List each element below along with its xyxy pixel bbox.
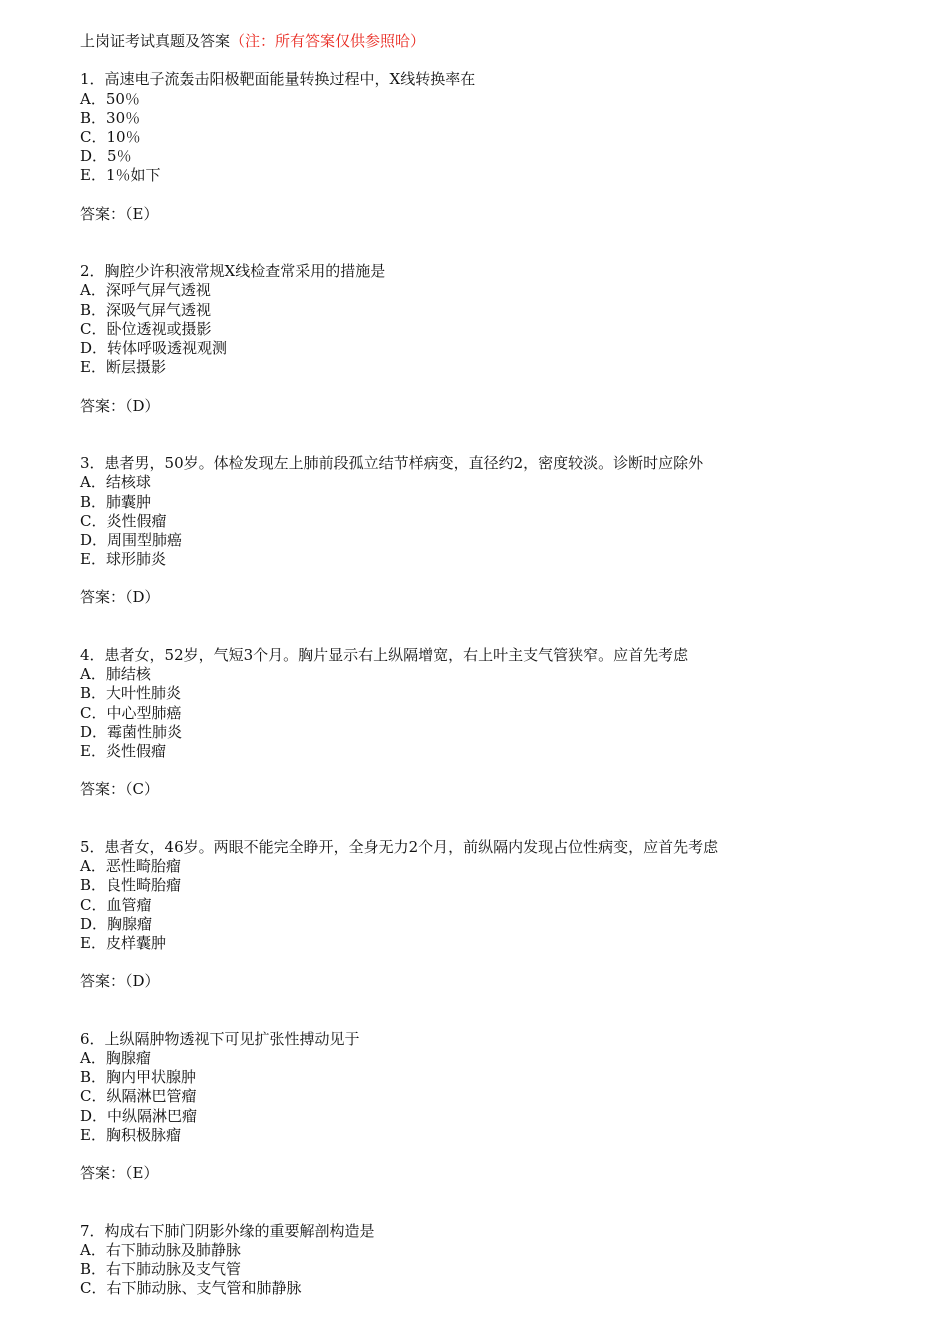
option-e: E．球形肺炎 (80, 550, 166, 569)
answer-label: 答案： (80, 396, 126, 415)
option-a: A．恶性畸胎瘤 (80, 857, 181, 876)
option-e: E．1％如下 (80, 166, 161, 185)
option-d: D．霉菌性肺炎 (80, 722, 183, 741)
question-7 (80, 1222, 920, 1299)
option-c: C．炎性假瘤 (80, 511, 167, 530)
answer-value: （D） (125, 588, 160, 607)
answer-label: 答案： (80, 780, 126, 799)
answer-label: 答案： (80, 972, 126, 991)
document-page (80, 32, 920, 1298)
question-stem: 4．患者女，52岁，气短3个月。胸片显示右上纵隔增宽，右上叶主支气管狭窄。应首先考虑 (80, 646, 689, 665)
option-b: B．肺囊肿 (80, 492, 152, 511)
question-stem: 7．构成右下肺门阴影外缘的重要解剖构造是 (80, 1221, 375, 1240)
option-d: D．中纵隔淋巴瘤 (80, 1106, 198, 1125)
answer-label: 答案： (80, 588, 126, 607)
question-stem: 3．患者男，50岁。体检发现左上肺前段孤立结节样病变，直径约2，密度较淡。诊断时应除外 (80, 454, 704, 473)
question-6 (80, 1030, 920, 1222)
question-stem: 5．患者女，46岁。两眼不能完全睁开，全身无力2个月，前纵隔内发现占位性病变，应首先考虑 (80, 837, 719, 856)
answer-line (80, 205, 920, 224)
option-a: A．深呼气屏气透视 (80, 281, 211, 300)
option-d: D．5％ (80, 147, 132, 166)
answer-value: （D） (125, 396, 160, 415)
option-d: D．胸腺瘤 (80, 914, 153, 933)
option-a: A．结核球 (80, 473, 151, 492)
answer-line (80, 780, 920, 799)
option-b: B．良性畸胎瘤 (80, 876, 182, 895)
question-2 (80, 262, 920, 454)
spacer (80, 1183, 920, 1221)
spacer (80, 953, 920, 972)
spacer (80, 377, 920, 396)
page-title (80, 32, 920, 51)
spacer (80, 186, 920, 205)
spacer (80, 416, 920, 454)
question-stem: 1．高速电子流轰击阳极靶面能量转换过程中，X线转换率在 (80, 70, 476, 89)
spacer (80, 1145, 920, 1164)
spacer (80, 224, 920, 262)
option-a: A．肺结核 (80, 665, 151, 684)
answer-line (80, 588, 920, 607)
question-stem: 6．上纵隔肿物透视下可见扩张性搏动见于 (80, 1029, 360, 1048)
option-c: C．右下肺动脉、支气管和肺静脉 (80, 1279, 302, 1298)
option-e: E．皮样囊肿 (80, 933, 166, 952)
option-c: C．血管瘤 (80, 895, 152, 914)
option-b: B．深吸气屏气透视 (80, 300, 212, 319)
option-a: A．胸腺瘤 (80, 1049, 151, 1068)
option-b: B．30％ (80, 108, 141, 127)
question-stem: 2．胸腔少许积液常规X线检查常采用的措施是 (80, 262, 386, 281)
answer-value: （D） (125, 972, 160, 991)
option-a: A．右下肺动脉及肺静脉 (80, 1240, 241, 1259)
option-e: E．胸积极脉瘤 (80, 1125, 181, 1144)
option-b: B．胸内甲状腺肿 (80, 1068, 197, 1087)
spacer (80, 761, 920, 780)
option-d: D．转体呼吸透视观测 (80, 339, 228, 358)
answer-line (80, 397, 920, 416)
spacer (80, 800, 920, 838)
option-e: E．炎性假瘤 (80, 741, 166, 760)
answer-value: （E） (125, 1164, 159, 1183)
answer-line (80, 1164, 920, 1183)
question-5 (80, 838, 920, 1030)
option-c: C．卧位透视或摄影 (80, 319, 212, 338)
answer-value: （E） (125, 204, 159, 223)
question-1 (80, 70, 920, 262)
option-c: C．中心型肺癌 (80, 703, 182, 722)
option-e: E．断层摄影 (80, 358, 166, 377)
answer-label: 答案： (80, 204, 126, 223)
option-c: C．纵隔淋巴管瘤 (80, 1087, 197, 1106)
option-c: C．10％ (80, 127, 141, 146)
spacer (80, 608, 920, 646)
spacer (80, 991, 920, 1029)
answer-line (80, 972, 920, 991)
question-3 (80, 454, 920, 646)
answer-value: （C） (125, 780, 159, 799)
option-b: B．右下肺动脉及支气管 (80, 1260, 242, 1279)
question-4 (80, 646, 920, 838)
title-note: （注：所有答案仅供参照哈） (230, 32, 426, 50)
spacer (80, 51, 920, 70)
title-text: 上岗证考试真题及答案 (80, 32, 231, 50)
option-b: B．大叶性肺炎 (80, 684, 182, 703)
option-a: A．50％ (80, 89, 140, 108)
spacer (80, 569, 920, 588)
option-d: D．周围型肺癌 (80, 530, 183, 549)
answer-label: 答案： (80, 1164, 126, 1183)
